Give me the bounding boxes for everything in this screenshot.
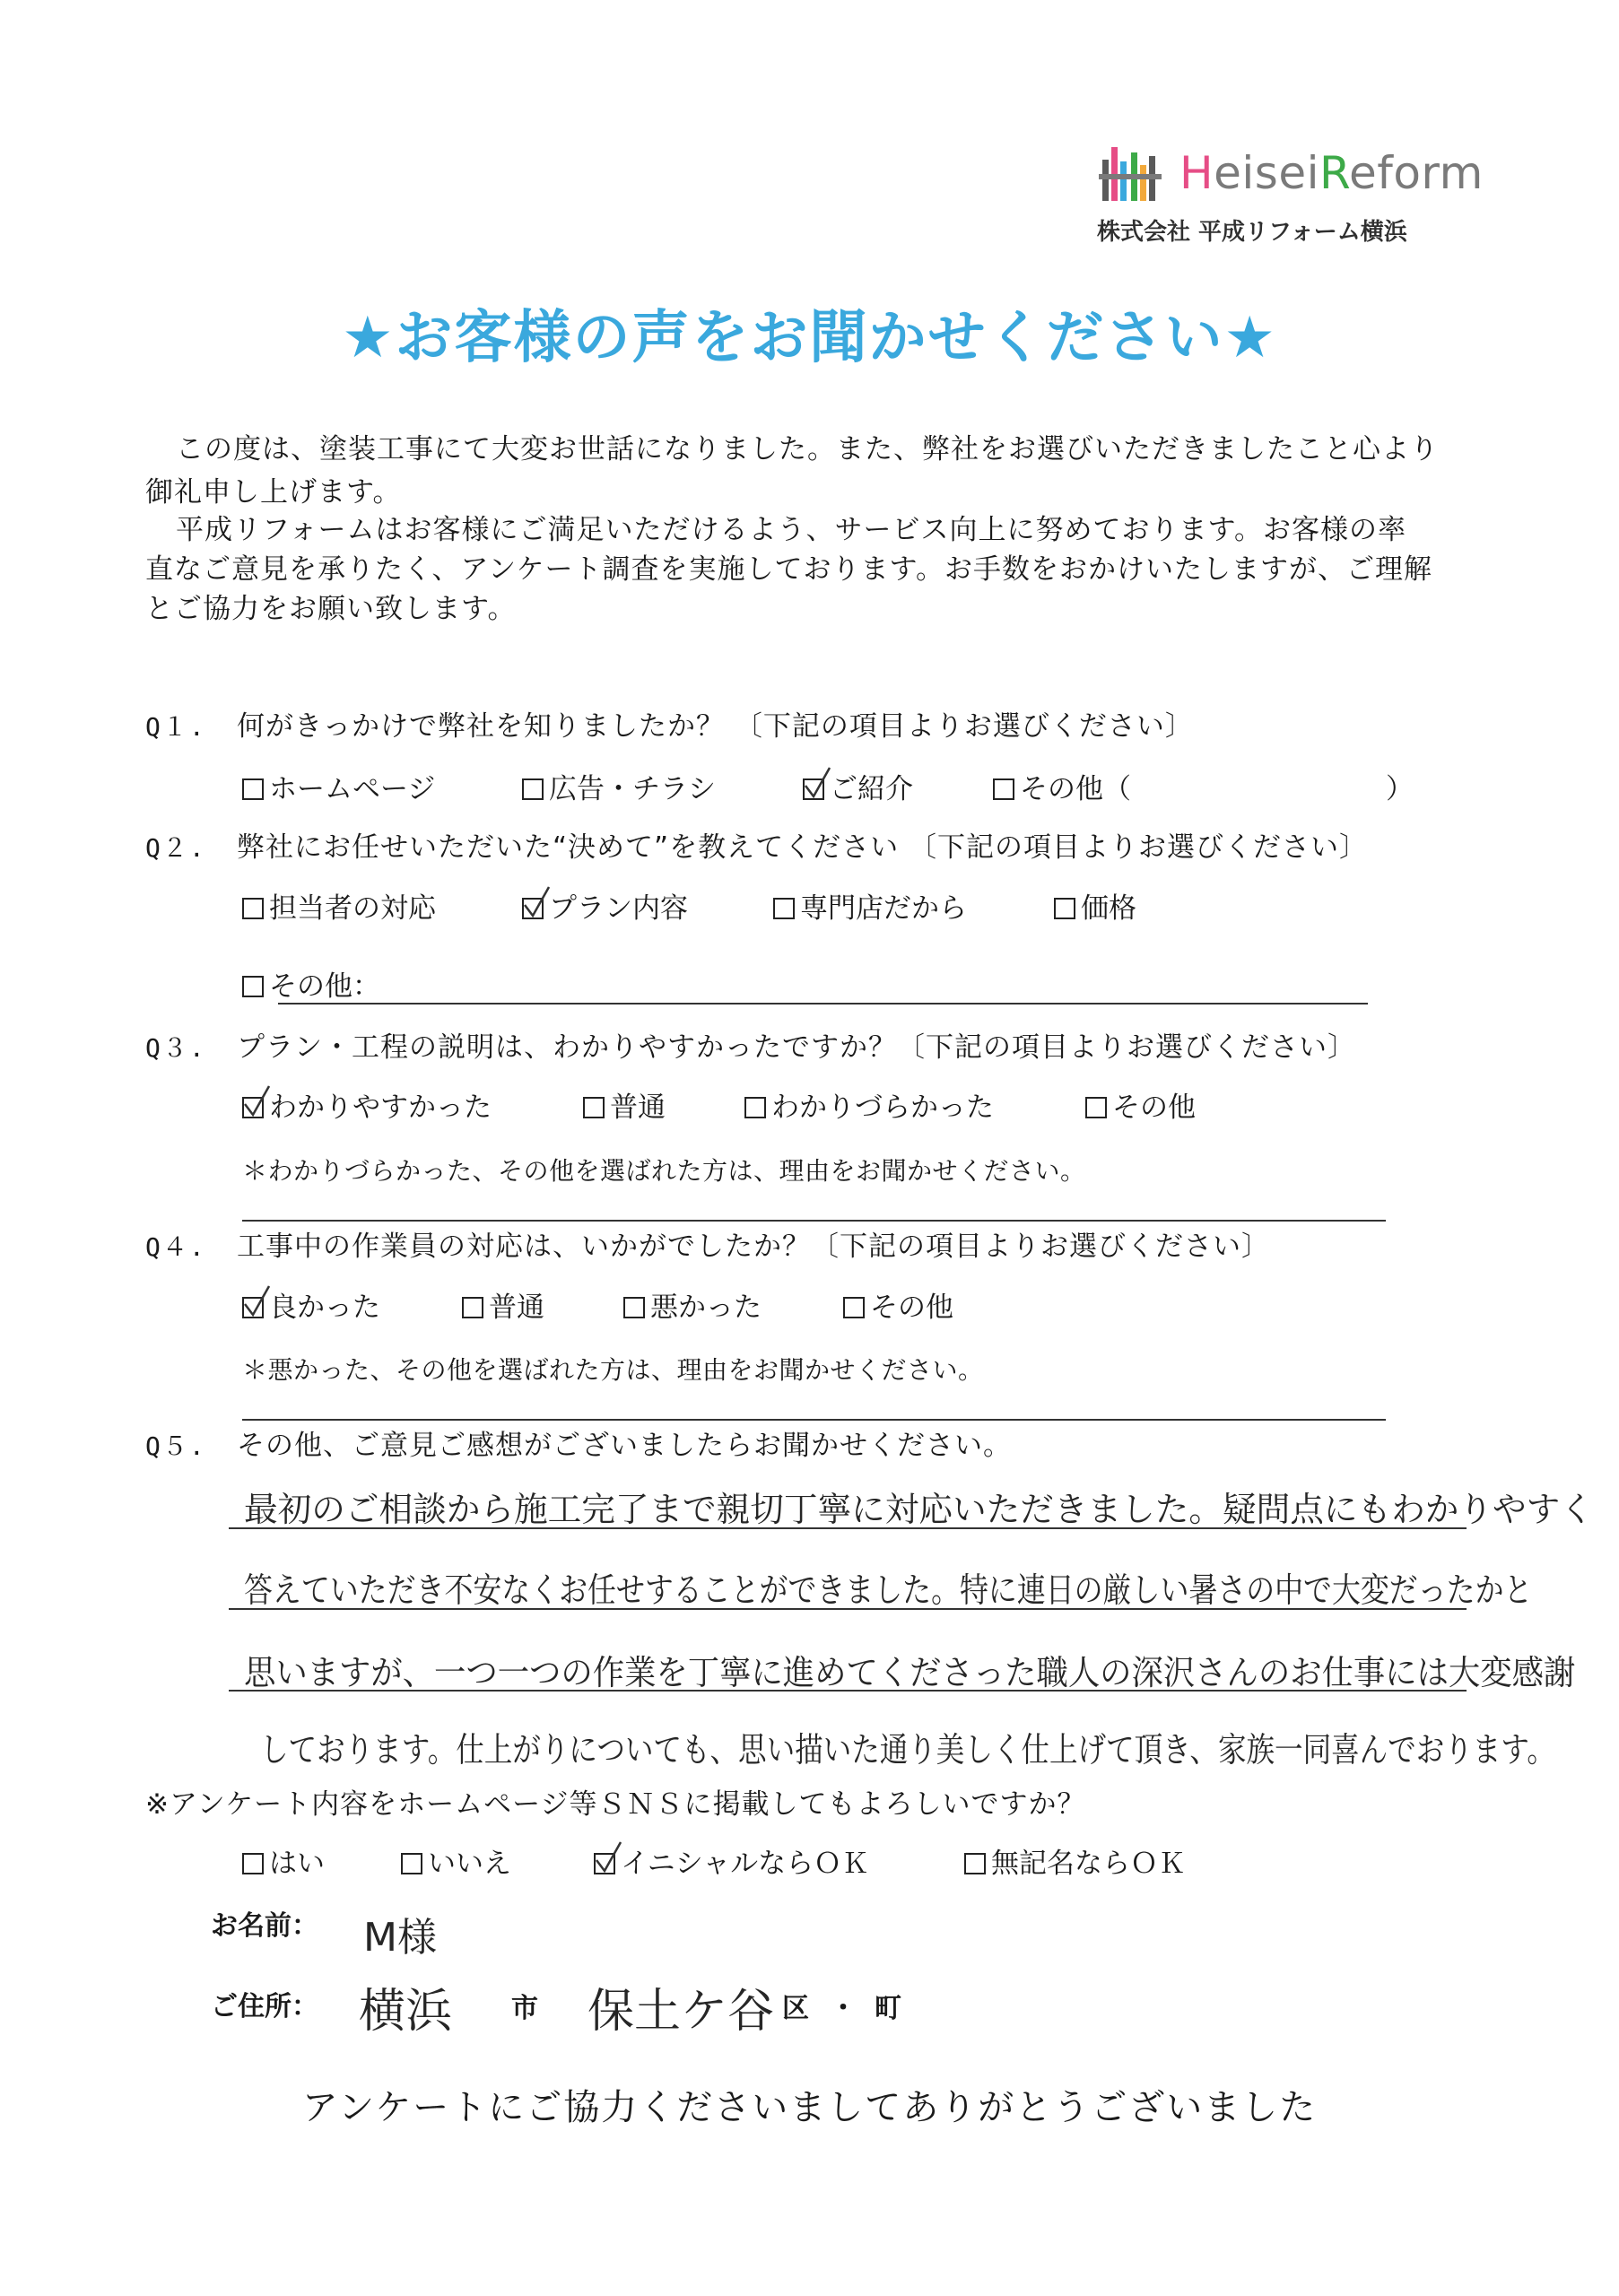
q5-question: Q５. その他、ご意見ご感想がございましたらお聞かせください。 (145, 1430, 1012, 1462)
q1-other-close: ） (1386, 773, 1414, 805)
checkbox[interactable] (993, 778, 1014, 800)
check-mark-icon (803, 766, 833, 800)
check-mark-icon (242, 1084, 273, 1118)
q3-option-normal[interactable]: 普通 (583, 1090, 666, 1126)
checkbox[interactable] (242, 778, 264, 800)
sns-option-anonymous[interactable]: 無記名ならＯＫ (964, 1846, 1186, 1882)
q5-rule-2 (229, 1608, 1467, 1610)
checkbox[interactable] (773, 898, 795, 919)
q3-option-clear[interactable]: わかりやすかった (242, 1090, 492, 1126)
address-label: ご住所： (211, 1991, 318, 2022)
checkbox[interactable] (1085, 1097, 1107, 1118)
check-mark-icon (594, 1840, 624, 1874)
checkbox[interactable] (242, 1097, 264, 1118)
q5-answer-line-2: 答えていただき不安なくお任せすることができました。特に連日の厳しい暑さの中で大変だったかと (244, 1570, 1533, 1610)
checkbox[interactable] (401, 1853, 422, 1874)
checkbox[interactable] (242, 1297, 264, 1318)
checkbox[interactable] (594, 1853, 615, 1874)
q5-answer-line-3: 思いますが、一つ一つの作業を丁寧に進めてくださった職人の深沢さんのお仕事には大変感謝 (244, 1653, 1576, 1692)
intro-line-3: 平成リフォームはお客様にご満足いただけるよう、サービス向上に努めております。お客様の率 (176, 514, 1406, 546)
logo-mark-icon (1099, 144, 1169, 204)
q5-rule-3 (229, 1690, 1467, 1692)
q4-option-normal[interactable]: 普通 (462, 1290, 544, 1326)
q5-answer-line-1: 最初のご相談から施工完了まで親切丁寧に対応いただきました。疑問点にもわかりやすく (244, 1490, 1594, 1529)
address-ward: 保土ケ谷 (588, 1985, 775, 2039)
q1-option-other[interactable]: その他（ (993, 771, 1131, 807)
checkbox[interactable] (522, 778, 544, 800)
q2-option-staff[interactable]: 担当者の対応 (242, 891, 436, 926)
q4-answer-line (242, 1419, 1386, 1421)
checkbox[interactable] (583, 1097, 605, 1118)
checkbox[interactable] (242, 898, 264, 919)
company-name: 株式会社 平成リフォーム横浜 (1097, 219, 1407, 246)
sns-option-initials[interactable]: イニシャルならＯＫ (594, 1846, 869, 1882)
q5-rule-1 (229, 1527, 1467, 1529)
checkbox[interactable] (843, 1297, 865, 1318)
intro-line-4: 直なご意見を承りたく、アンケート調査を実施しております。お手数をおかけいたしますが、ご理解 (145, 553, 1433, 586)
q4-note: ＊悪かった、その他を選ばれた方は、理由をお聞かせください。 (242, 1355, 984, 1385)
address-town-suffix: 町 (875, 1993, 901, 2024)
checkbox[interactable] (242, 976, 264, 997)
checkbox[interactable] (1054, 898, 1075, 919)
brand-name: HeiseiReform (1179, 147, 1484, 199)
check-mark-icon (242, 1284, 273, 1318)
q4-option-bad[interactable]: 悪かった (623, 1290, 762, 1326)
intro-line-5: とご協力をお願い致します。 (145, 593, 517, 625)
intro-line-1: この度は、塗装工事にて大変お世話になりました。また、弊社をお選びいただきましたこと心より (176, 433, 1439, 465)
thanks-message: アンケートにご協力くださいましてありがとうございました (301, 2087, 1318, 2128)
sns-option-yes[interactable]: はい (242, 1846, 325, 1882)
checkbox[interactable] (964, 1853, 986, 1874)
q1-option-referral[interactable]: ご紹介 (803, 771, 913, 807)
sns-option-no[interactable]: いいえ (401, 1846, 511, 1882)
checkbox[interactable] (522, 898, 544, 919)
q5-answer-line-4: しております。仕上がりについても、思い描いた通り美しく仕上げて頂き、家族一同喜んでおります。 (260, 1730, 1555, 1770)
checkbox[interactable] (744, 1097, 766, 1118)
checkbox[interactable] (803, 778, 824, 800)
q2-other-line (278, 1003, 1368, 1004)
q3-answer-line (242, 1220, 1386, 1222)
q1-question: Q１. 何がきっかけで弊社を知りましたか？ 〔下記の項目よりお選びください〕 (145, 710, 1194, 743)
q2-option-specialist[interactable]: 専門店だから (773, 891, 967, 926)
q3-option-unclear[interactable]: わかりづらかった (744, 1090, 994, 1126)
checkbox[interactable] (242, 1853, 264, 1874)
q3-option-other[interactable]: その他 (1085, 1090, 1196, 1126)
address-separator: ・ (830, 1993, 857, 2024)
q2-question: Q２. 弊社にお任せいただいた“決めて”を教えてください 〔下記の項目よりお選びください〕 (145, 831, 1368, 864)
q3-note: ＊わかりづらかった、その他を選ばれた方は、理由をお聞かせください。 (242, 1156, 1086, 1186)
address-ward-suffix: 区 (782, 1993, 809, 2024)
checkbox[interactable] (462, 1297, 483, 1318)
intro-line-2: 御礼申し上げます。 (145, 476, 402, 509)
q3-question: Q３. プラン・工程の説明は、わかりやすかったですか？〔下記の項目よりお選びください〕 (145, 1031, 1356, 1064)
checkbox[interactable] (623, 1297, 645, 1318)
company-logo (1090, 135, 1484, 251)
q1-option-ads[interactable]: 広告・チラシ (522, 771, 716, 807)
q4-question: Q４. 工事中の作業員の対応は、いかがでしたか？〔下記の項目よりお選びください〕 (145, 1231, 1270, 1263)
q2-option-price[interactable]: 価格 (1054, 891, 1136, 926)
name-label: お名前： (211, 1910, 318, 1942)
q2-option-plan[interactable]: プラン内容 (522, 891, 688, 926)
sns-question: ※アンケート内容をホームページ等ＳＮＳに掲載してもよろしいですか？ (145, 1788, 1086, 1821)
check-mark-icon (522, 885, 553, 919)
q4-option-good[interactable]: 良かった (242, 1290, 380, 1326)
address-city: 横浜 (359, 1985, 453, 2039)
q2-option-other[interactable]: その他： (242, 969, 380, 1004)
q4-option-other[interactable]: その他 (843, 1290, 953, 1326)
q1-option-homepage[interactable]: ホームページ (242, 771, 435, 807)
address-city-suffix: 市 (511, 1993, 538, 2024)
page-title: ★お客様の声をお聞かせください★ (342, 305, 1277, 371)
name-value: M様 (363, 1915, 437, 1961)
